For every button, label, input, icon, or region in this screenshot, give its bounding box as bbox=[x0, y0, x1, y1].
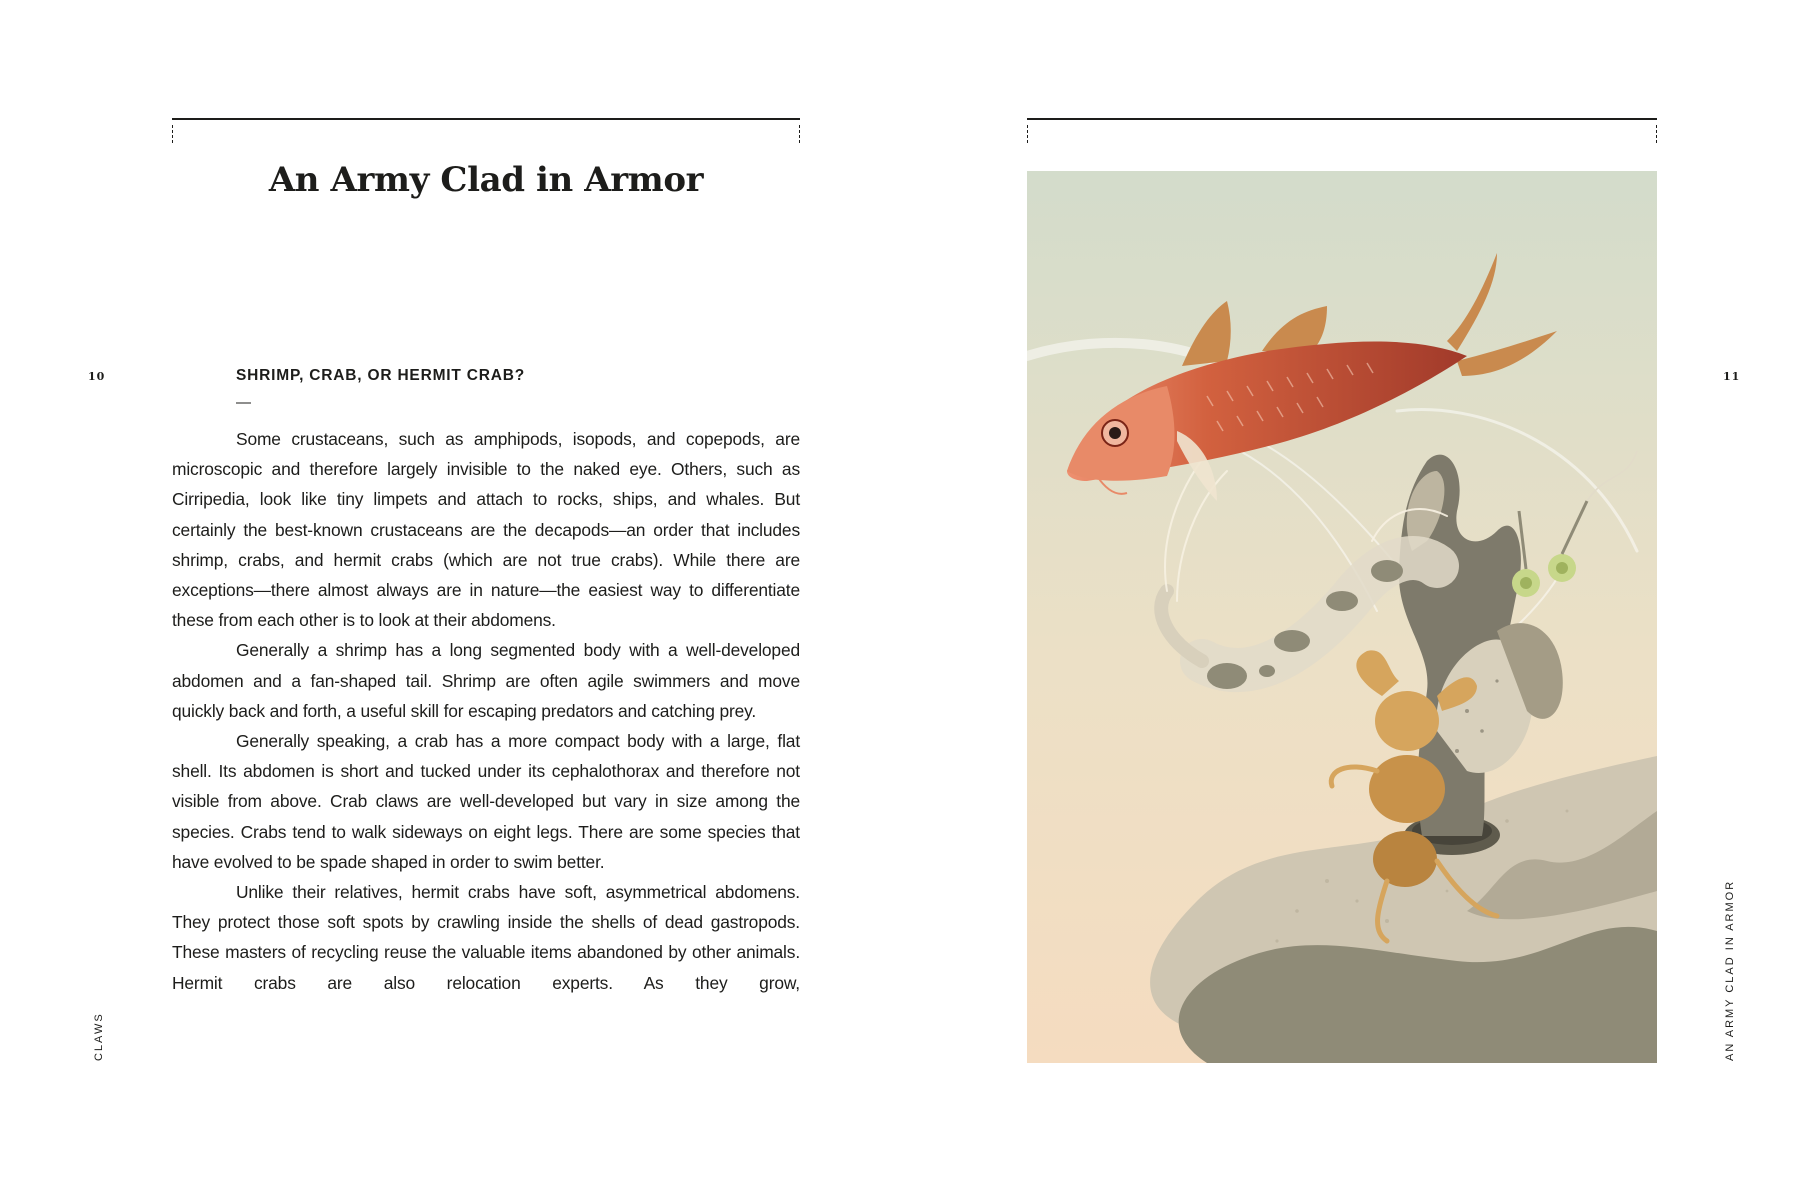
section-dash: — bbox=[236, 394, 251, 411]
running-chapter-title: AN ARMY CLAD IN ARMOR bbox=[1724, 879, 1736, 1061]
top-rule bbox=[1027, 118, 1657, 120]
paragraph: Some crustaceans, such as amphipods, isopods, and copepods, are microscopic and therefore largely invisible to the naked eye. Others, such as Cirripedia, look like tiny limpets and attach to rocks, ships, and whales. But certainly the best-known crustaceans are the decapods—an order that includes shrimp, crabs, and hermit crabs (which are not true crabs). While there are exceptions—there almost always are in nature—the easiest way to differentiate these from each other is to look at their abdomens. bbox=[172, 429, 800, 631]
right-page bbox=[907, 0, 1815, 1191]
section-heading: SHRIMP, CRAB, OR HERMIT CRAB? bbox=[236, 367, 526, 384]
body-text bbox=[172, 424, 800, 998]
left-page bbox=[0, 0, 907, 1191]
rule-tick-right bbox=[799, 125, 800, 143]
paragraph: Unlike their relatives, hermit crabs have soft, asymmetrical abdomens. They protect those soft spots by crawling inside the shells of dead gastropods. These masters of recycling reuse the valuable items abandoned by other animals. Hermit crabs are also relocation experts. As they grow, bbox=[172, 882, 800, 993]
paragraph: Generally speaking, a crab has a more compact body with a large, flat shell. Its abdomen is short and tucked under its cephalothorax and therefore not visible from above. Crab claws are well-developed but vary in size among the species. Crabs tend to walk sideways on eight legs. There are some species that have evolved to be spade shaped in order to swim better. bbox=[172, 731, 800, 872]
paragraph: Generally a shrimp has a long segmented body with a well-developed abdomen and a fan-shaped tail. Shrimp are often agile swimmers and move quickly back and forth, a useful skill for escaping predators and catching prey. bbox=[172, 640, 800, 721]
page-number: 11 bbox=[1723, 370, 1741, 383]
illustration bbox=[1027, 171, 1657, 1063]
top-rule bbox=[172, 118, 800, 120]
rule-tick-right bbox=[1656, 125, 1657, 143]
rule-tick-left bbox=[172, 125, 173, 143]
running-section-title: CLAWS bbox=[93, 1012, 105, 1061]
rule-tick-left bbox=[1027, 125, 1028, 143]
illustration-art bbox=[1027, 171, 1657, 1063]
page-number: 10 bbox=[88, 370, 106, 383]
chapter-title: An Army Clad in Armor bbox=[268, 160, 704, 200]
